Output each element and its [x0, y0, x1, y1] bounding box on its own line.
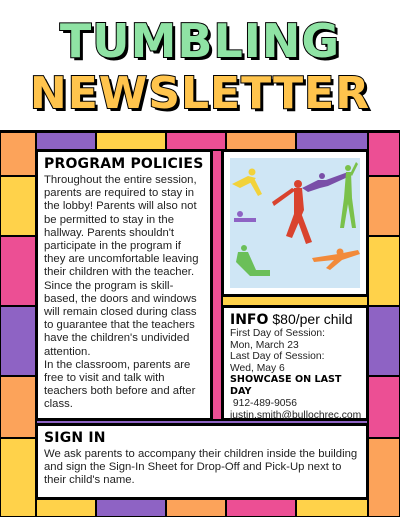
newsletter-header	[0, 0, 400, 132]
price: $80/per child	[272, 311, 353, 327]
mosaic-tile	[96, 499, 166, 517]
policy-paragraph: Throughout the entire session, parents are required to stay in the lobby! Parents will also not be permitted to stay in the hallway. Parents shouldn't participate in the program if they are uncomfortable leaving their children with the teacher.	[44, 174, 199, 279]
mosaic-tile	[296, 499, 368, 517]
gymnast-silhouettes-icon	[230, 158, 360, 288]
mosaic-tile	[36, 499, 96, 517]
mosaic-tile	[0, 236, 36, 306]
mosaic-tile	[222, 296, 368, 306]
mosaic-tile	[296, 132, 368, 150]
mosaic-tile	[166, 499, 226, 517]
mosaic-tile	[226, 132, 296, 150]
program-policies-box	[36, 150, 212, 420]
email-address: justin.smith@bullochrec.com	[230, 409, 362, 421]
mosaic-tile	[0, 132, 36, 176]
sign-in-box	[36, 424, 368, 499]
mosaic-tile	[368, 236, 400, 306]
policies-heading: PROGRAM POLICIES	[44, 156, 204, 172]
gymnasts-illustration	[230, 158, 360, 288]
policies-body	[44, 174, 204, 412]
first-day-label: First Day of Session:	[230, 328, 325, 339]
mosaic-tile	[36, 132, 96, 150]
title-tumbling: TUMBLING	[59, 14, 341, 68]
mosaic-tile	[226, 499, 296, 517]
sign-in-text: We ask parents to accompany their children inside the building and sign the Sign-In Sheet for Drop-Off and Pick-Up next to their child's name.	[44, 448, 358, 487]
last-day-value: Wed, May 6	[230, 362, 285, 374]
mosaic-tile	[0, 306, 36, 376]
mosaic-tile	[0, 438, 36, 517]
info-header	[230, 311, 360, 328]
info-heading: INFO	[230, 312, 269, 328]
mosaic-tile	[368, 306, 400, 376]
mosaic-tile	[0, 376, 36, 438]
mosaic-tile	[368, 176, 400, 236]
policy-paragraph: Since the program is skill-based, the doors and windows will remain closed during class to guarantee that the teachers have the children's undivided attention.	[44, 279, 197, 358]
title-newsletter: NEWSLETTER	[29, 68, 371, 119]
sign-in-heading: SIGN IN	[44, 430, 106, 446]
last-day-label: Last Day of Session:	[230, 351, 325, 362]
info-box	[222, 306, 368, 420]
policy-paragraph: In the classroom, parents are free to visit and talk with teachers both before and after class.	[44, 358, 196, 411]
mosaic-tile	[368, 376, 400, 438]
phone-number: 912-489-9056	[230, 398, 297, 409]
mosaic-tile	[0, 176, 36, 236]
mosaic-tile	[368, 438, 400, 517]
gymnasts-image-frame	[222, 150, 368, 296]
showcase-note: SHOWCASE ON LAST DAY	[230, 374, 342, 397]
mosaic-tile	[96, 132, 166, 150]
first-day-value: Mon, March 23	[230, 339, 299, 351]
mosaic-tile	[166, 132, 226, 150]
mosaic-tile	[212, 150, 222, 420]
mosaic-tile	[368, 132, 400, 176]
